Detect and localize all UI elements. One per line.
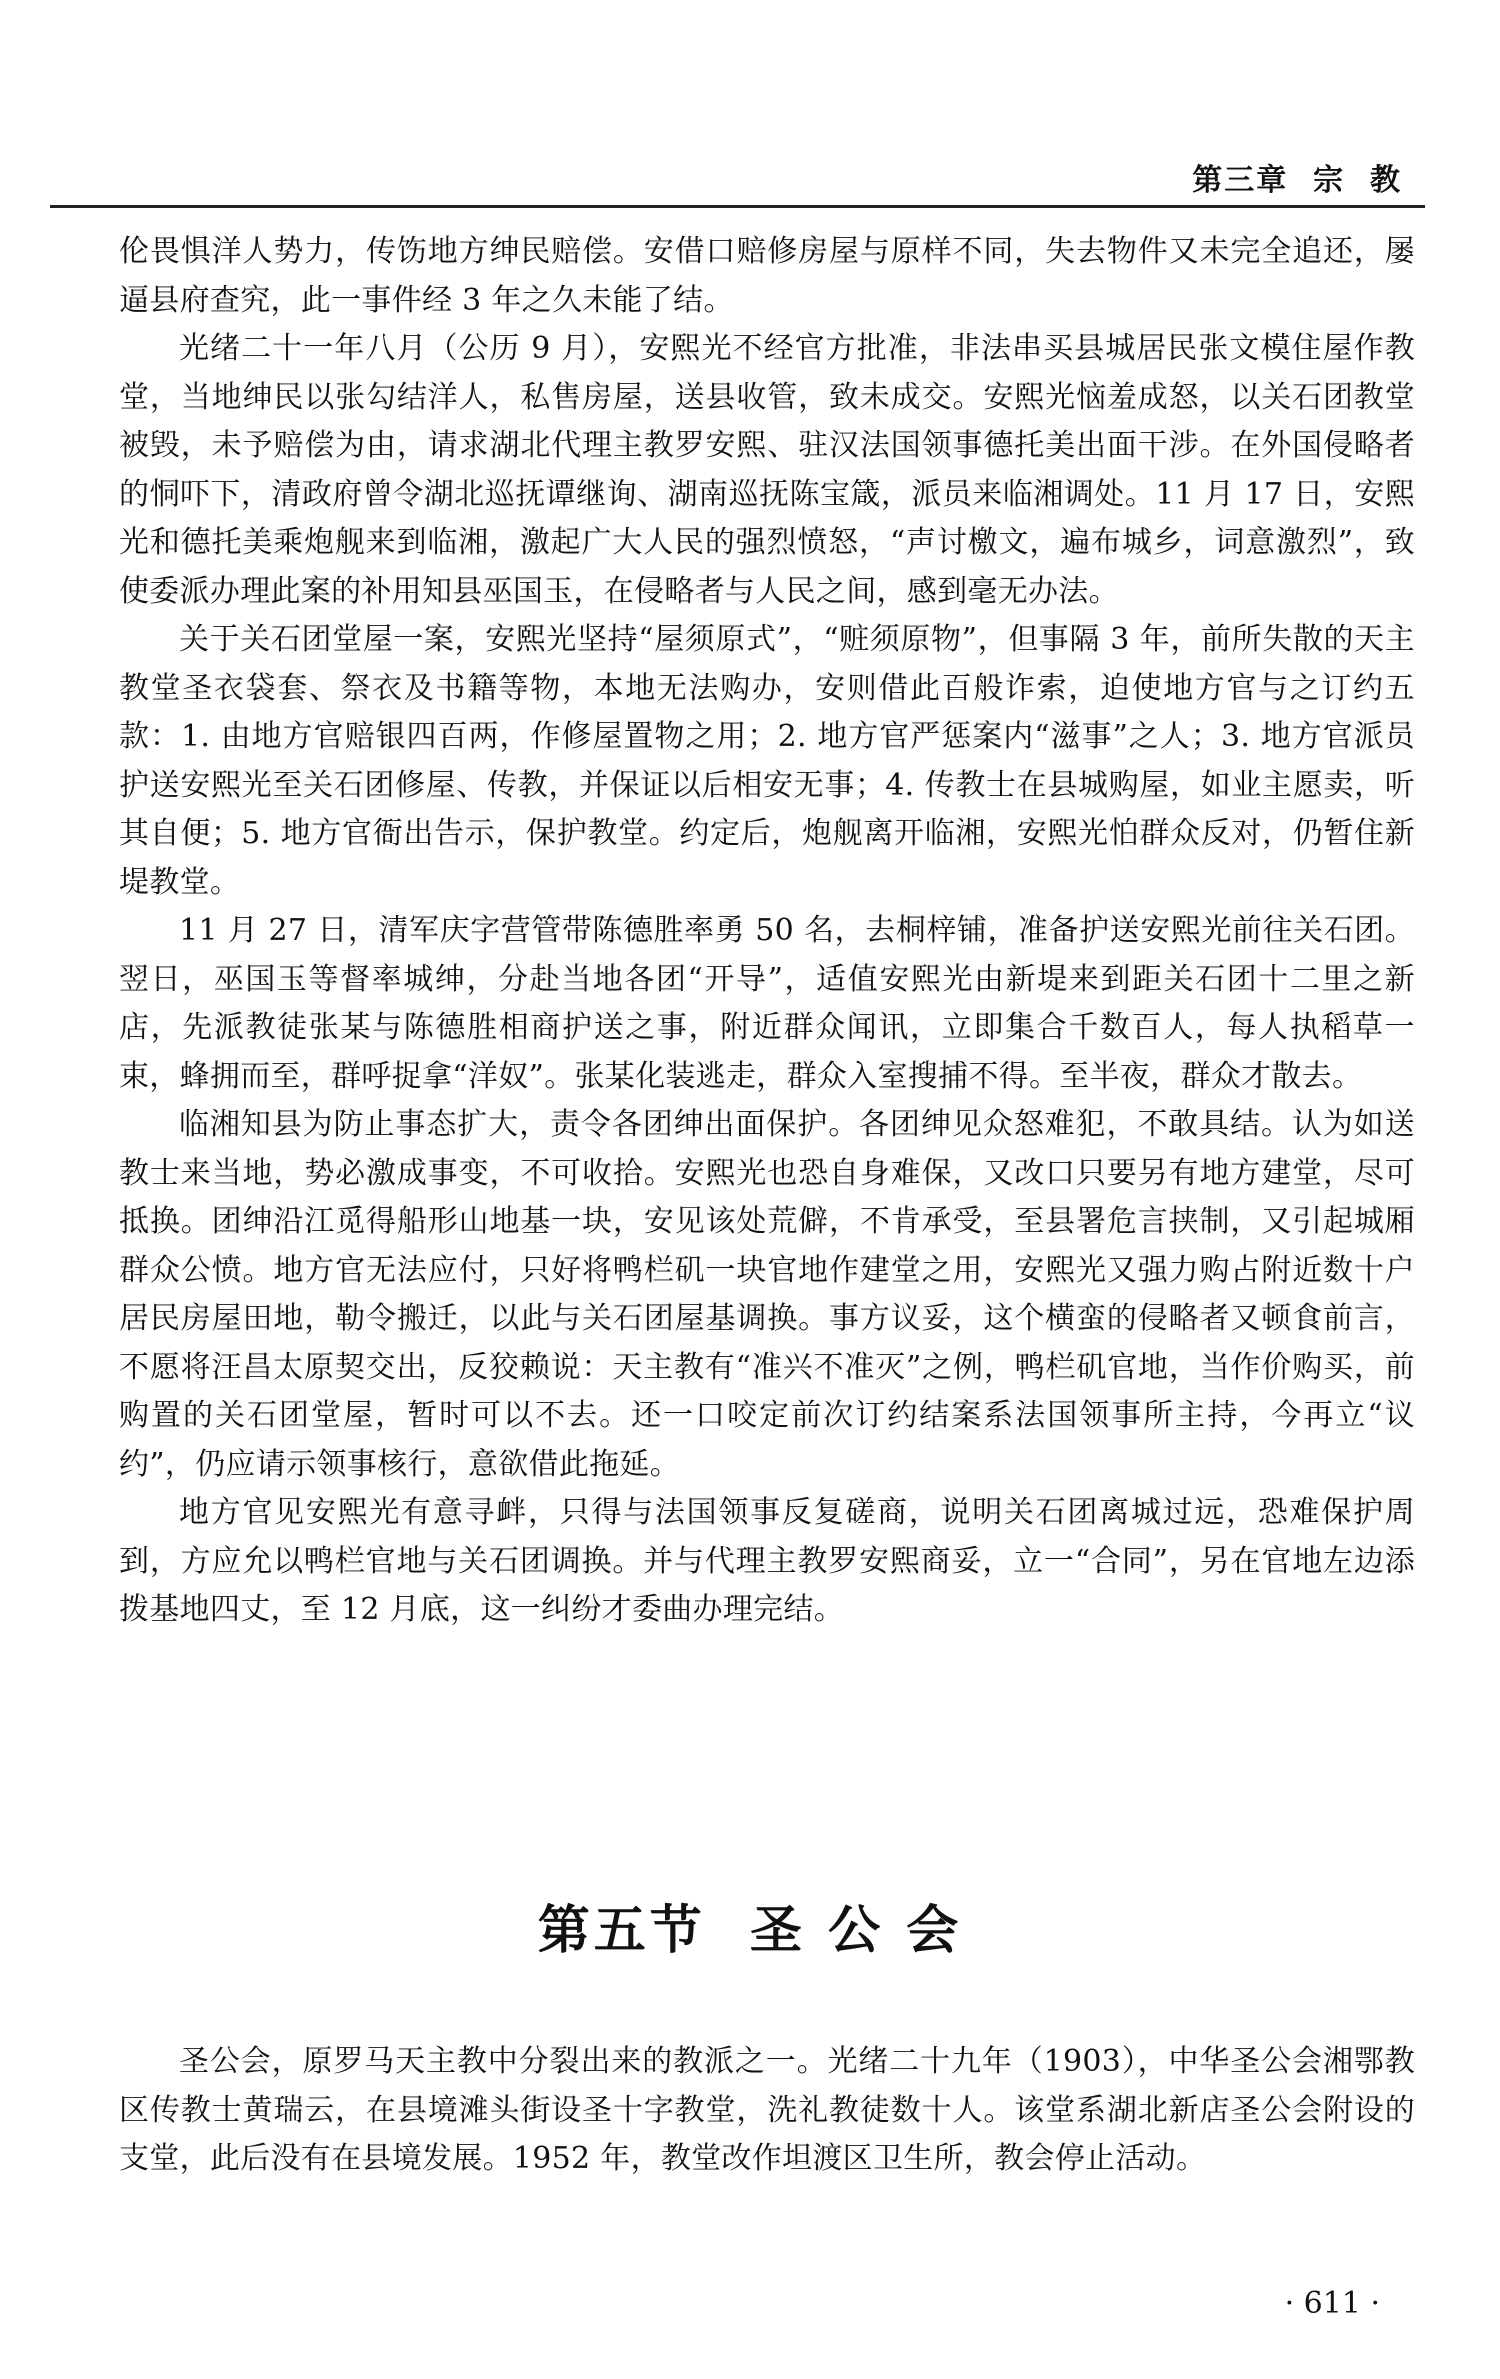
paragraph: 11 月 27 日，清军庆字营管带陈德胜率勇 50 名，去桐梓铺，准备护送安熙光前往关石团。翌日，巫国玉等督率城绅，分赴当地各团“开导”，适值安熙光由新堤来到距关石团十二里之新店，先派教徒张某与陈德胜相商护送之事，附近群众闻讯，立即集合千数百人，每人执稻草一束，蜂拥而至，群呼捉拿“洋奴”。张某化装逃走，群众入室搜捕不得。至半夜，群众才散去。 (119, 913, 1415, 1094)
paragraph-continued: 伦畏惧洋人势力，传饬地方绅民赔偿。安借口赔修房屋与原样不同，失去物件又未完全追还，屡逼县府查究，此一事件经 3 年之久未能了结。 (119, 234, 1415, 318)
paragraph: 临湘知县为防止事态扩大，责令各团绅出面保护。各团绅见众怒难犯，不敢具结。认为如送教士来当地，势必激成事变，不可收拾。安熙光也恐自身难保，又改口只要另有地方建堂，尽可抵换。团绅沿江觅得船形山地基一块，安见该处荒僻，不肯承受，至县署危言挟制，又引起城厢群众公愤。地方官无法应付，只好将鸭栏矶一块官地作建堂之用，安熙光又强力购占附近数十户居民房屋田地，勒令搬迁，以此与关石团屋基调换。事方议妥，这个横蛮的侵略者又顿食前言，不愿将汪昌太原契交出，反狡赖说：天主教有“准兴不准灭”之例，鸭栏矶官地，当作价购买，前购置的关石团堂屋，暂时可以不去。还一口咬定前次订约结案系法国领事所主持，今再立“议约”，仍应请示领事核行，意欲借此拖延。 (119, 1107, 1415, 1482)
page-number: · 611 · (1284, 2286, 1380, 2321)
body-text (119, 228, 1415, 1635)
paragraph: 光绪二十一年八月（公历 9 月），安熙光不经官方批准，非法串买县城居民张文模住屋作教堂，当地绅民以张勾结洋人，私售房屋，送县收管，致未成交。安熙光恼羞成怒，以关石团教堂被毁，未予赔偿为由，请求湖北代理主教罗安熙、驻汉法国领事德托美出面干涉。在外国侵略者的恫吓下，清政府曾令湖北巡抚谭继询、湖南巡抚陈宝箴，派员来临湘调处。11 月 17 日，安熙光和德托美乘炮舰来到临湘，激起广大人民的强烈愤怒，“声讨檄文，遍布城乡，词意激烈”，致使委派办理此案的补用知县巫国玉，在侵略者与人民之间，感到毫无办法。 (119, 331, 1415, 609)
section-body (119, 2038, 1415, 2184)
section-title: 第五节 圣 公 会 (537, 1901, 963, 1961)
header-rule (50, 205, 1425, 208)
section-paragraph: 圣公会，原罗马天主教中分裂出来的教派之一。光绪二十九年（1903），中华圣公会湘鄂教区传教士黄瑞云，在县境滩头街设圣十字教堂，洗礼教徒数十人。该堂系湖北新店圣公会附设的支堂，此后没有在县境发展。1952 年，教堂改作坦渡区卫生所，教会停止活动。 (119, 2044, 1415, 2176)
running-header: 第三章 宗 教 (1192, 163, 1402, 198)
paragraph: 关于关石团堂屋一案，安熙光坚持“屋须原式”，“赃须原物”，但事隔 3 年，前所失散的天主教堂圣衣袋套、祭衣及书籍等物，本地无法购办，安则借此百般诈索，迫使地方官与之订约五款：1. 由地方官赔银四百两，作修屋置物之用；2. 地方官严惩案内“滋事”之人；3. 地方官派员护送安熙光至关石团修屋、传教，并保证以后相安无事；4. 传教士在县城购屋，如业主愿卖，听其自便；5. 地方官衙出告示，保护教堂。约定后，炮舰离开临湘，安熙光怕群众反对，仍暂住新堤教堂。 (119, 622, 1415, 900)
paragraph: 地方官见安熙光有意寻衅，只得与法国领事反复磋商，说明关石团离城过远，恐难保护周到，方应允以鸭栏官地与关石团调换。并与代理主教罗安熙商妥，立一“合同”，另在官地左边添拨基地四丈，至 12 月底，这一纠纷才委曲办理完结。 (119, 1495, 1415, 1627)
